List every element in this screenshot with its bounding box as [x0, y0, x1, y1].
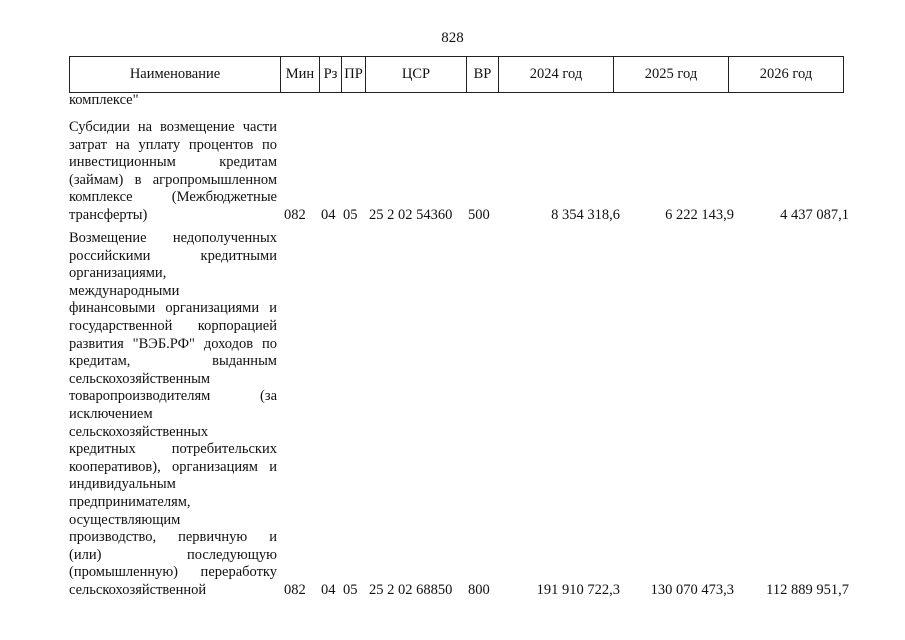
header-2025: 2025 год — [614, 57, 729, 93]
page-number: 828 — [441, 30, 464, 46]
row-values — [279, 207, 851, 225]
cell-2026: 112 889 951,7 — [766, 582, 849, 598]
cell-pr: 05 — [343, 582, 358, 598]
name-line: государственной корпорацией — [69, 317, 277, 334]
name-line: кооперативов), организациям и — [69, 458, 277, 475]
name-line: российскими кредитными — [69, 247, 277, 264]
name-line: осуществляющим — [69, 511, 181, 528]
header-min: Мин — [281, 57, 320, 93]
row-name — [69, 230, 277, 599]
header-2026: 2026 год — [729, 57, 844, 93]
name-line: сельскохозяйственных — [69, 423, 209, 440]
name-line: комплексе" — [69, 92, 139, 108]
table-header — [69, 56, 844, 93]
name-line: финансовыми организациями и — [69, 300, 277, 317]
cell-pr: 05 — [343, 207, 358, 223]
name-line: предпринимателям, — [69, 493, 191, 510]
cell-vr: 800 — [468, 582, 490, 598]
header-rz: Рз — [320, 57, 342, 93]
name-line: индивидуальным — [69, 476, 176, 493]
cell-min: 082 — [284, 582, 306, 598]
cell-2026: 4 437 087,1 — [780, 207, 849, 223]
name-line: инвестиционным кредитам — [69, 154, 277, 171]
cell-rz: 04 — [321, 207, 336, 223]
name-line: производство, первичную и — [69, 529, 277, 546]
name-line: товаропроизводителям (за — [69, 388, 277, 405]
header-vr: ВР — [467, 57, 499, 93]
header-2024: 2024 год — [499, 57, 614, 93]
cell-2025: 130 070 473,3 — [650, 582, 734, 598]
row-name — [69, 92, 277, 110]
name-line: Возмещение недополученных — [69, 230, 277, 246]
name-line: трансферты) — [69, 206, 148, 223]
cell-rz: 04 — [321, 582, 336, 598]
name-line: исключением — [69, 405, 153, 422]
name-line: развития "ВЭБ.РФ" доходов по — [69, 335, 277, 352]
table-row — [69, 230, 851, 600]
header-pr: ПР — [342, 57, 366, 93]
table-row — [69, 119, 851, 225]
name-line: сельскохозяйственной — [69, 581, 207, 598]
name-line: (промышленную) переработку — [69, 564, 277, 581]
name-line: (займам) в агропромышленном — [69, 171, 277, 188]
name-line: затрат на уплату процентов по — [69, 136, 277, 153]
header-csr: ЦСР — [366, 57, 467, 93]
name-line: комплексе (Межбюджетные — [69, 189, 277, 206]
name-line: международными — [69, 282, 180, 299]
row-name — [69, 119, 277, 225]
cell-csr: 25 2 02 54360 — [369, 207, 453, 223]
name-line: кредитных потребительских — [69, 441, 277, 458]
cell-2024: 191 910 722,3 — [536, 582, 620, 598]
name-line: организациями, — [69, 265, 167, 282]
name-line: кредитам, выданным — [69, 353, 277, 370]
header-name: Наименование — [70, 57, 281, 93]
cell-csr: 25 2 02 68850 — [369, 582, 453, 598]
name-line: сельскохозяйственным — [69, 370, 211, 387]
cell-vr: 500 — [468, 207, 490, 223]
cell-2024: 8 354 318,6 — [551, 207, 620, 223]
name-line: Субсидии на возмещение части — [69, 119, 277, 135]
cell-2025: 6 222 143,9 — [665, 207, 734, 223]
row-values — [279, 582, 851, 600]
name-line: (или) последующую — [69, 546, 277, 563]
cell-min: 082 — [284, 207, 306, 223]
